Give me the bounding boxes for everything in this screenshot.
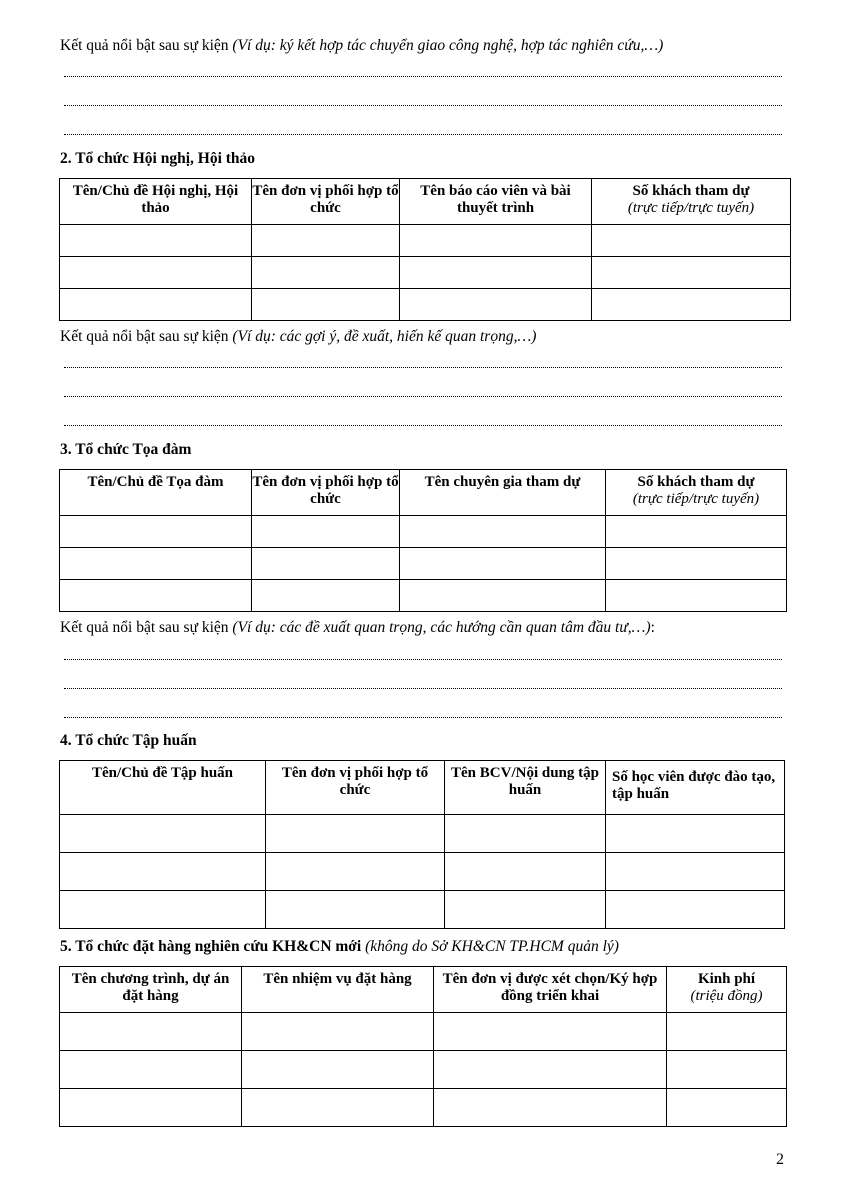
column-header: Kinh phí (triệu đồng) [667, 967, 787, 1013]
conference-table [59, 178, 791, 321]
fill-in-line [64, 425, 782, 426]
table-cell[interactable] [252, 257, 400, 289]
table-row [60, 891, 785, 929]
table-row [60, 516, 787, 548]
table-cell[interactable] [252, 548, 400, 580]
result-example: (Ví dụ: ký kết hợp tác chuyển giao công nghệ, hợp tác nghiên cứu,…) [232, 37, 664, 54]
section-heading-research-order: 5. Tổ chức đặt hàng nghiên cứu KH&CN mới (không do Sở KH&CN TP.HCM quản lý) [60, 938, 619, 955]
table-row [60, 1013, 787, 1051]
table-cell[interactable] [606, 548, 787, 580]
table-cell[interactable] [606, 853, 785, 891]
table-cell[interactable] [667, 1013, 787, 1051]
table-cell[interactable] [60, 257, 252, 289]
table-cell[interactable] [252, 289, 400, 321]
table-cell[interactable] [606, 891, 785, 929]
table-cell[interactable] [434, 1089, 667, 1127]
table-cell[interactable] [592, 289, 791, 321]
table-cell[interactable] [60, 853, 266, 891]
fill-in-line [64, 367, 782, 368]
table-cell[interactable] [60, 815, 266, 853]
table-cell[interactable] [667, 1051, 787, 1089]
table-cell[interactable] [60, 516, 252, 548]
table-cell[interactable] [60, 548, 252, 580]
table-cell[interactable] [60, 580, 252, 612]
section-heading-training: 4. Tổ chức Tập huấn [60, 732, 197, 749]
result-example: (Ví dụ: các gợi ý, đề xuất, hiến kế quan trọng,…) [232, 328, 537, 345]
column-header: Tên đơn vị phối hợp tổ chức [252, 470, 400, 516]
table-cell[interactable] [400, 225, 592, 257]
table-cell[interactable] [242, 1051, 434, 1089]
fill-in-line [64, 76, 782, 77]
discussion-table [59, 469, 787, 612]
column-header: Tên/Chủ đề Tọa đàm [60, 470, 252, 516]
table-row [60, 225, 791, 257]
table-cell[interactable] [60, 1089, 242, 1127]
table-row [60, 548, 787, 580]
column-header: Tên BCV/Nội dung tập huấn [445, 761, 606, 815]
table-row [60, 289, 791, 321]
fill-in-line [64, 105, 782, 106]
table-cell[interactable] [592, 225, 791, 257]
table-row [60, 580, 787, 612]
column-header: Số khách tham dự (trực tiếp/trực tuyến) [592, 179, 791, 225]
table-cell[interactable] [445, 891, 606, 929]
fill-in-line [64, 134, 782, 135]
result-label: Kết quả nổi bật sau sự kiện [60, 328, 233, 345]
table-cell[interactable] [242, 1013, 434, 1051]
column-header: Tên nhiệm vụ đặt hàng [242, 967, 434, 1013]
research-order-table [59, 966, 787, 1127]
table-cell[interactable] [252, 225, 400, 257]
column-header: Tên/Chủ đề Hội nghị, Hội thảo [60, 179, 252, 225]
column-header: Tên đơn vị phối hợp tổ chức [266, 761, 445, 815]
table-cell[interactable] [60, 1051, 242, 1089]
table-cell[interactable] [400, 516, 606, 548]
table-cell[interactable] [606, 815, 785, 853]
table-cell[interactable] [266, 815, 445, 853]
column-header: Số học viên được đào tạo, tập huấn [606, 761, 785, 815]
fill-in-line [64, 396, 782, 397]
table-row [60, 853, 785, 891]
table-row [60, 1051, 787, 1089]
column-header: Tên báo cáo viên và bài thuyết trình [400, 179, 592, 225]
discussion-result-line: Kết quả nổi bật sau sự kiện (Ví dụ: các đề xuất quan trọng, các hướng cần quan tâm đầu tư,…): [60, 619, 655, 636]
fill-in-line [64, 688, 782, 689]
table-cell[interactable] [242, 1089, 434, 1127]
table-cell[interactable] [60, 225, 252, 257]
table-cell[interactable] [667, 1089, 787, 1127]
table-cell[interactable] [266, 853, 445, 891]
column-header: Tên chuyên gia tham dự [400, 470, 606, 516]
table-cell[interactable] [252, 516, 400, 548]
table-cell[interactable] [445, 853, 606, 891]
heading-note: (không do Sở KH&CN TP.HCM quản lý) [365, 938, 619, 955]
page-number: 2 [776, 1151, 784, 1168]
result-label: Kết quả nổi bật sau sự kiện [60, 619, 233, 636]
section-heading-conference: 2. Tổ chức Hội nghị, Hội thảo [60, 150, 256, 167]
table-row [60, 257, 791, 289]
table-row [60, 815, 785, 853]
table-cell[interactable] [434, 1051, 667, 1089]
table-cell[interactable] [606, 516, 787, 548]
table-cell[interactable] [60, 1013, 242, 1051]
column-header: Tên/Chủ đề Tập huấn [60, 761, 266, 815]
fill-in-line [64, 717, 782, 718]
table-cell[interactable] [400, 580, 606, 612]
table-cell[interactable] [606, 580, 787, 612]
table-cell[interactable] [60, 289, 252, 321]
intro-result-line [60, 37, 663, 55]
table-cell[interactable] [592, 257, 791, 289]
table-cell[interactable] [434, 1013, 667, 1051]
result-example: (Ví dụ: các đề xuất quan trọng, các hướng cần quan tâm đầu tư,…) [232, 619, 651, 636]
conference-result-line [60, 328, 536, 346]
table-cell[interactable] [400, 548, 606, 580]
column-header: Số khách tham dự (trực tiếp/trực tuyến) [606, 470, 787, 516]
table-cell[interactable] [445, 815, 606, 853]
fill-in-line [64, 659, 782, 660]
column-header: Tên chương trình, dự án đặt hàng [60, 967, 242, 1013]
table-cell[interactable] [60, 891, 266, 929]
training-table [59, 760, 785, 929]
column-header: Tên đơn vị phối hợp tổ chức [252, 179, 400, 225]
table-cell[interactable] [400, 289, 592, 321]
result-label: Kết quả nổi bật sau sự kiện [60, 37, 233, 54]
table-cell[interactable] [252, 580, 400, 612]
table-row [60, 1089, 787, 1127]
table-cell[interactable] [266, 891, 445, 929]
section-heading-discussion: 3. Tổ chức Tọa đàm [60, 441, 192, 458]
table-cell[interactable] [400, 257, 592, 289]
column-header: Tên đơn vị được xét chọn/Ký hợp đồng triển khai [434, 967, 667, 1013]
